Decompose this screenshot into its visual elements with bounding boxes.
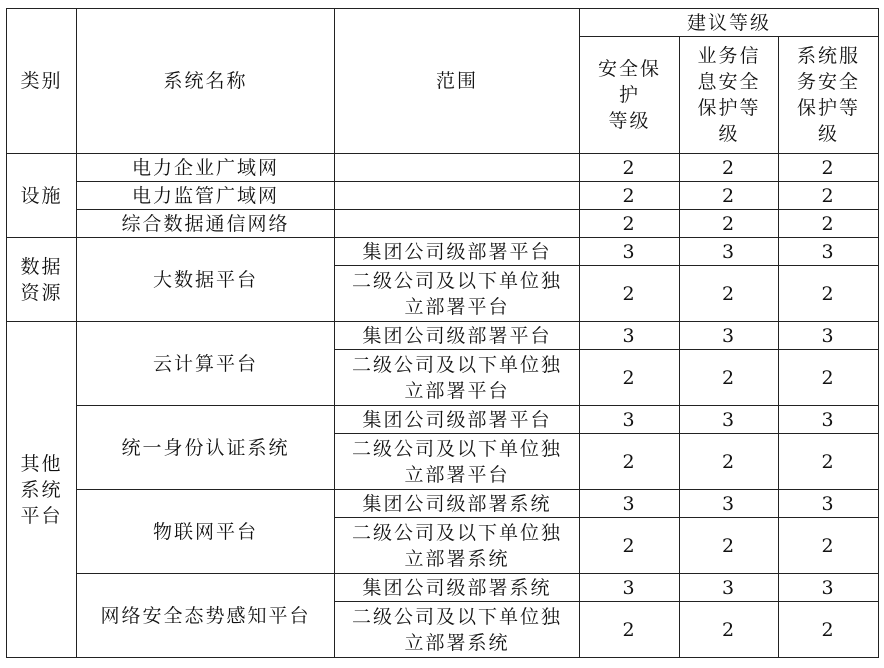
level-cell: 2: [779, 518, 879, 574]
header-business-line: 息安全: [697, 71, 761, 94]
level-cell: 3: [580, 574, 680, 602]
level-cell: 2: [680, 434, 779, 490]
header-security-level: [580, 37, 680, 154]
system-name-cell: 电力企业广域网: [77, 154, 335, 182]
category-line: 数据: [20, 255, 63, 278]
scope-line: 立部署平台: [404, 295, 510, 318]
table-row: [7, 406, 879, 434]
header-security-line: 护: [618, 84, 640, 107]
scope-cell: [335, 602, 580, 658]
scope-cell: 集团公司级部署系统: [335, 574, 580, 602]
level-cell: 2: [580, 182, 680, 210]
header-category: 类别: [7, 9, 77, 154]
header-recommended-level: 建议等级: [580, 9, 879, 37]
system-name-cell: 统一身份认证系统: [77, 406, 335, 490]
level-cell: 2: [580, 602, 680, 658]
level-cell: 2: [680, 210, 779, 238]
system-name-cell: 大数据平台: [77, 238, 335, 322]
scope-cell: 集团公司级部署平台: [335, 238, 580, 266]
level-cell: 3: [680, 238, 779, 266]
scope-cell: 集团公司级部署平台: [335, 406, 580, 434]
header-scope: 范围: [335, 9, 580, 154]
scope-line: 立部署系统: [404, 547, 510, 570]
level-cell: 2: [779, 350, 879, 406]
level-cell: 3: [779, 574, 879, 602]
level-cell: 2: [580, 434, 680, 490]
level-cell: 3: [680, 406, 779, 434]
scope-cell: [335, 266, 580, 322]
level-cell: 3: [580, 490, 680, 518]
header-security-line: 安全保: [597, 58, 661, 81]
level-cell: 2: [580, 210, 680, 238]
scope-cell: [335, 518, 580, 574]
level-cell: 2: [580, 350, 680, 406]
header-business-line: 业务信: [697, 45, 761, 68]
level-cell: 2: [680, 182, 779, 210]
security-grade-table: [6, 8, 879, 658]
level-cell: 2: [580, 518, 680, 574]
header-security-line: 等级: [608, 110, 651, 133]
level-cell: 3: [680, 490, 779, 518]
scope-line: 立部署平台: [404, 463, 510, 486]
level-cell: 2: [779, 154, 879, 182]
scope-cell: [335, 350, 580, 406]
scope-cell: 集团公司级部署平台: [335, 322, 580, 350]
table-row: [7, 322, 879, 350]
level-cell: 3: [580, 322, 680, 350]
header-service-line: 务安全: [797, 71, 861, 94]
header-business-level: [680, 37, 779, 154]
scope-line: 二级公司及以下单位独: [351, 437, 562, 460]
level-cell: 2: [680, 518, 779, 574]
system-name-cell: 网络安全态势感知平台: [77, 574, 335, 658]
level-cell: 2: [680, 266, 779, 322]
level-cell: 3: [779, 238, 879, 266]
level-cell: 2: [779, 210, 879, 238]
level-cell: 2: [779, 434, 879, 490]
category-line: 其他: [20, 452, 63, 475]
category-data-resource: [7, 238, 77, 322]
category-line: 资源: [20, 281, 63, 304]
header-service-line: 保护等: [797, 97, 861, 120]
scope-line: 二级公司及以下单位独: [351, 269, 562, 292]
level-cell: 3: [779, 406, 879, 434]
level-cell: 2: [680, 602, 779, 658]
level-cell: 2: [779, 182, 879, 210]
scope-cell: [335, 182, 580, 210]
level-cell: 2: [779, 602, 879, 658]
system-name-cell: 综合数据通信网络: [77, 210, 335, 238]
scope-cell: [335, 434, 580, 490]
scope-line: 二级公司及以下单位独: [351, 353, 562, 376]
header-service-line: 级: [818, 123, 840, 146]
header-row-1: [7, 9, 879, 37]
level-cell: 3: [680, 322, 779, 350]
level-cell: 2: [779, 266, 879, 322]
category-facility: 设施: [7, 154, 77, 238]
level-cell: 3: [680, 574, 779, 602]
header-service-level: [779, 37, 879, 154]
header-system-name: 系统名称: [77, 9, 335, 154]
level-cell: 2: [680, 154, 779, 182]
level-cell: 2: [580, 266, 680, 322]
category-line: 系统: [20, 478, 63, 501]
scope-line: 立部署平台: [404, 379, 510, 402]
table-row: [7, 238, 879, 266]
level-cell: 3: [779, 490, 879, 518]
header-business-line: 保护等: [697, 97, 761, 120]
level-cell: 3: [580, 406, 680, 434]
scope-line: 立部署系统: [404, 631, 510, 654]
level-cell: 2: [680, 350, 779, 406]
scope-line: 二级公司及以下单位独: [351, 521, 562, 544]
table-row: [7, 490, 879, 518]
system-name-cell: 云计算平台: [77, 322, 335, 406]
header-business-line: 级: [718, 123, 740, 146]
level-cell: 3: [779, 322, 879, 350]
scope-cell: [335, 210, 580, 238]
level-cell: 3: [580, 238, 680, 266]
table-row: [7, 154, 879, 182]
category-other-platform: [7, 322, 77, 658]
scope-cell: 集团公司级部署系统: [335, 490, 580, 518]
system-name-cell: 物联网平台: [77, 490, 335, 574]
header-service-line: 系统服: [797, 45, 861, 68]
scope-cell: [335, 154, 580, 182]
level-cell: 2: [580, 154, 680, 182]
scope-line: 二级公司及以下单位独: [351, 605, 562, 628]
table-row: [7, 210, 879, 238]
table-row: [7, 574, 879, 602]
system-name-cell: 电力监管广域网: [77, 182, 335, 210]
table-row: [7, 182, 879, 210]
category-line: 平台: [20, 504, 63, 527]
